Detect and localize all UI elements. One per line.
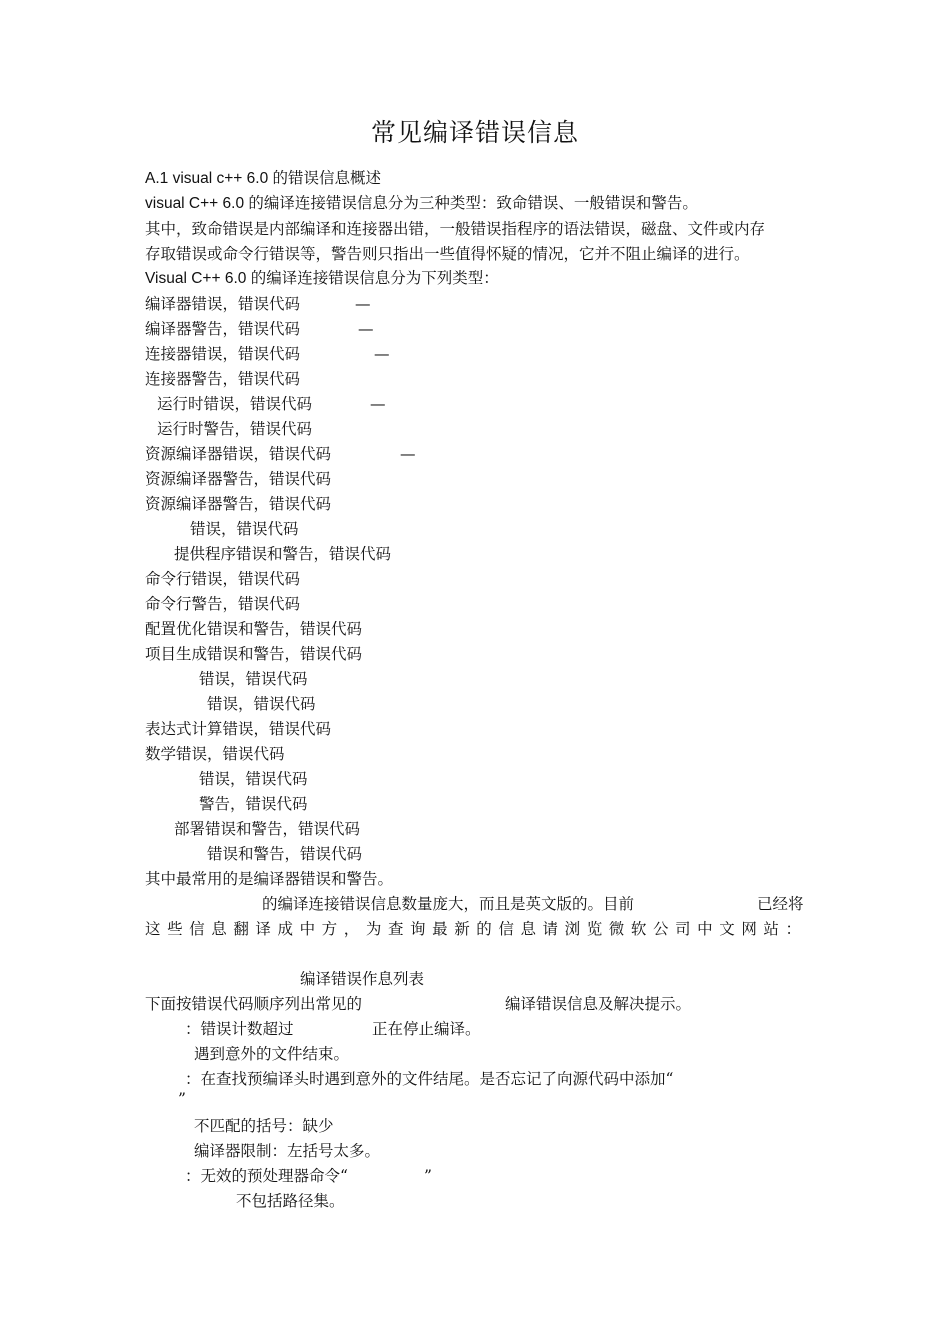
error-item: ” xyxy=(178,1090,186,1108)
type-line: 提供程序错误和警告，错误代码 xyxy=(174,545,392,563)
error-item: ” xyxy=(424,1167,432,1185)
error-item: ：在查找预编译头时遇到意外的文件结尾。是否忘记了向源代码中添加“ xyxy=(185,1070,674,1088)
type-line: 运行时警告，错误代码 xyxy=(157,420,313,438)
paragraph-text-justified: 这些信息翻译成中方，为查询最新的信息请浏览微软公司中文网站： xyxy=(145,920,801,938)
dash-mark: — xyxy=(400,445,416,463)
error-item: 遇到意外的文件结束。 xyxy=(194,1045,350,1063)
type-line: 连接器警告，错误代码 xyxy=(145,370,301,388)
type-line: 资源编译器错误，错误代码 xyxy=(145,445,332,463)
type-line: 命令行警告，错误代码 xyxy=(145,595,301,613)
dash-mark: — xyxy=(355,295,371,313)
intro-line-4: 存取错误或命令行错误等，警告则只指出一些值得怀疑的情况，它并不阻止编译的进行。 xyxy=(145,245,750,263)
error-item: 不包括路径集。 xyxy=(236,1192,345,1210)
type-line: 数学错误，错误代码 xyxy=(145,745,285,763)
type-line: 编译器警告，错误代码 xyxy=(145,320,301,338)
error-item: 编译器限制：左括号太多。 xyxy=(194,1142,381,1160)
intro-line-3: 其中，致命错误是内部编译和连接器出错，一般错误指程序的语法错误，磁盘、文件或内存 xyxy=(145,220,766,238)
intro-line-1: A.1 visual c++ 6.0 的错误信息概述 xyxy=(145,170,382,187)
summary-line: 其中最常用的是编译器错误和警告。 xyxy=(145,870,394,888)
type-line: 资源编译器警告，错误代码 xyxy=(145,495,332,513)
error-item: 不匹配的括号：缺少 xyxy=(194,1117,334,1135)
list-intro: 编译错误信息及解决提示。 xyxy=(505,995,692,1013)
type-line: 警告，错误代码 xyxy=(199,795,308,813)
type-line: 错误和警告，错误代码 xyxy=(207,845,363,863)
type-line: 错误，错误代码 xyxy=(199,670,308,688)
section-heading: 编译错误作息列表 xyxy=(300,970,425,988)
type-line: 编译器错误，错误代码 xyxy=(145,295,301,313)
type-line: 错误，错误代码 xyxy=(207,695,316,713)
intro-line-2: visual C++ 6.0 的编译连接错误信息分为三种类型：致命错误、一般错误和警告。 xyxy=(145,195,698,212)
error-item: ：错误计数超过 xyxy=(185,1020,294,1038)
dash-mark: — xyxy=(358,320,374,338)
paragraph-text: 的编译连接错误信息数量庞大，而且是英文版的。目前 xyxy=(262,895,635,913)
type-line: 配置优化错误和警告，错误代码 xyxy=(145,620,363,638)
intro-line-5: Visual C++ 6.0 的编译连接错误信息分为下列类型： xyxy=(145,270,499,287)
dash-mark: — xyxy=(374,345,390,363)
type-line: 错误，错误代码 xyxy=(199,770,308,788)
type-line: 项目生成错误和警告，错误代码 xyxy=(145,645,363,663)
type-line: 运行时错误，错误代码 xyxy=(157,395,313,413)
type-line: 资源编译器警告，错误代码 xyxy=(145,470,332,488)
dash-mark: — xyxy=(370,395,386,413)
type-line: 错误，错误代码 xyxy=(190,520,299,538)
type-line: 部署错误和警告，错误代码 xyxy=(174,820,361,838)
list-intro: 下面按错误代码顺序列出常见的 xyxy=(145,995,363,1013)
error-item: 正在停止编译。 xyxy=(372,1020,481,1038)
type-line: 表达式计算错误，错误代码 xyxy=(145,720,332,738)
page-title: 常见编译错误信息 xyxy=(370,118,579,147)
type-line: 命令行错误，错误代码 xyxy=(145,570,301,588)
type-line: 连接器错误，错误代码 xyxy=(145,345,301,363)
paragraph-text: 已经将 xyxy=(757,895,804,913)
error-item: ：无效的预处理器命令“ xyxy=(185,1167,348,1185)
